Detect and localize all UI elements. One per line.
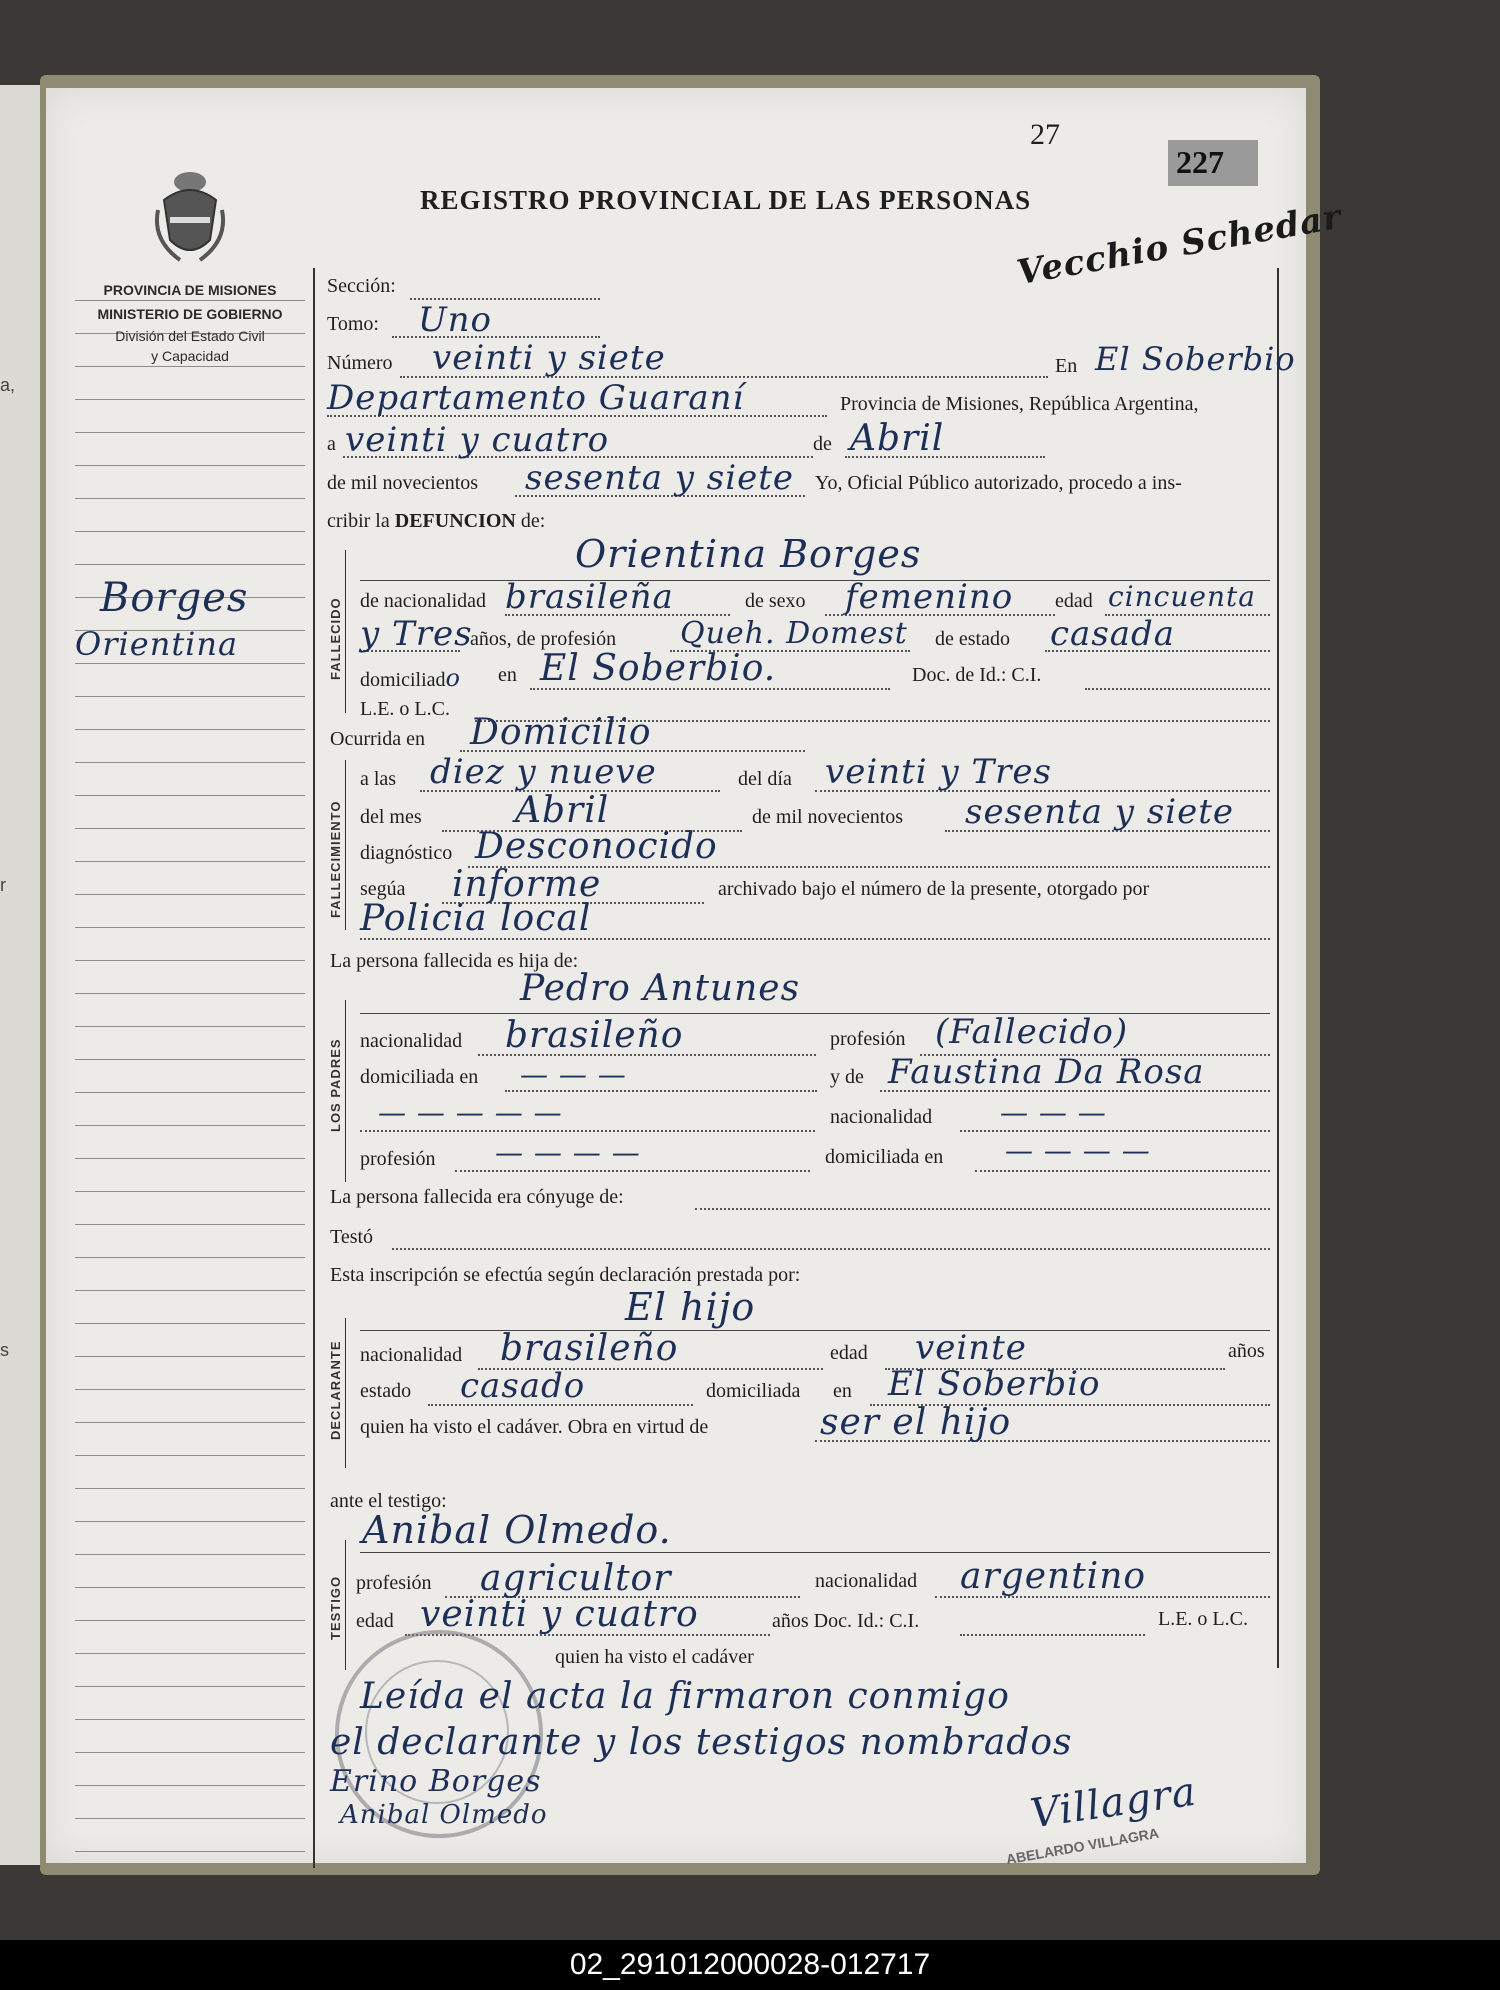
- padre-name-line: [360, 1013, 1270, 1014]
- domicilio-en-label: en: [498, 664, 517, 686]
- testigo-edad-label: edad: [356, 1610, 394, 1632]
- dia-value: veinti y Tres: [825, 752, 1052, 792]
- ministry-line: PROVINCIA DE MISIONES: [103, 282, 277, 298]
- margin-ruled-line: [75, 696, 305, 697]
- margin-ruled-line: [75, 498, 305, 499]
- en-value: El Soberbio: [1095, 340, 1296, 378]
- fallecido-nacionalidad: brasileña: [505, 577, 674, 617]
- inscribir-text: cribir la: [327, 510, 390, 532]
- padre-domiciliada: — — —: [520, 1058, 627, 1091]
- ministry-line: MINISTERIO DE GOBIERNO: [97, 306, 283, 322]
- anio-value: sesenta y siete: [525, 458, 795, 498]
- declarante-name-line: [360, 1330, 1270, 1331]
- y-de-label: y de: [830, 1066, 864, 1088]
- margin-ruled-line: [75, 1587, 305, 1588]
- division-line: División del Estado Civil: [115, 328, 265, 344]
- closing-line-2: el declarante y los testigos nombrados: [330, 1722, 1073, 1763]
- testigo-nombre: Anibal Olmedo.: [362, 1508, 672, 1552]
- declarante-quien-text: quien ha visto el cadáver. Obra en virtud de: [360, 1416, 709, 1438]
- padres-blank-value: — — — — —: [378, 1096, 563, 1129]
- mes-value: Abril: [515, 790, 610, 831]
- edad-label: edad: [1055, 590, 1093, 612]
- official-name-stamp: ABELARDO VILLAGRA: [1004, 1824, 1160, 1868]
- ocurrida-value: Domicilio: [470, 712, 652, 753]
- margin-ruled-line: [75, 762, 305, 763]
- declarante-domicilio: El Soberbio: [888, 1364, 1101, 1404]
- margin-ruled-line: [75, 1554, 305, 1555]
- domicilio-value: El Soberbio.: [540, 648, 777, 689]
- diagnostico-value: Desconocido: [475, 826, 718, 867]
- margin-ruled-line: [75, 1290, 305, 1291]
- official-signature: Villagra: [1027, 1768, 1200, 1838]
- padres-section-label: LOS PADRES: [328, 1038, 343, 1132]
- prev-page-mark: a,: [0, 375, 16, 395]
- testigo-section-border: [345, 1540, 346, 1670]
- declarante-section-label: DECLARANTE: [328, 1340, 343, 1440]
- margin-ruled-line: [75, 366, 305, 367]
- numero-label: Número: [327, 352, 393, 374]
- padres-profesion2: — — — —: [495, 1136, 641, 1169]
- margin-ruled-line: [75, 1026, 305, 1027]
- margin-ruled-line: [75, 1785, 305, 1786]
- declarante-section-border: [345, 1318, 346, 1468]
- de-mil-label: de mil novecientos: [327, 472, 479, 494]
- margin-ruled-line: [75, 465, 305, 466]
- numero-value: veinti y siete: [432, 338, 666, 378]
- a-label: a: [327, 433, 336, 455]
- margin-ruled-line: [75, 894, 305, 895]
- fallecido-section-label: FALLECIDO: [328, 597, 343, 680]
- hija-de-text: La persona fallecida es hija de:: [330, 950, 579, 972]
- padres-profesion2-line: [455, 1170, 810, 1172]
- segun-value: informe: [452, 864, 602, 905]
- edad-value-1: cincuenta: [1108, 580, 1256, 613]
- testigo-signature: Anibal Olmedo: [340, 1800, 548, 1830]
- fallecimiento-section-label: FALLECIMIENTO: [328, 800, 343, 918]
- archivado-text: archivado bajo el número de la presente, otorgado por: [718, 878, 1150, 900]
- de-label: de: [813, 433, 832, 455]
- declarante-anios-label: años: [1228, 1340, 1265, 1362]
- testigo-edad: veinti y cuatro: [420, 1594, 699, 1635]
- padres-profesion2-label: profesión: [360, 1148, 436, 1170]
- prev-page-mark: s: [0, 1340, 9, 1360]
- ante-testigo-text: ante el testigo:: [330, 1490, 447, 1512]
- top-signature: Vecchio Schedar: [1014, 196, 1345, 294]
- anios-profesion-label: años, de profesión: [470, 628, 617, 650]
- en-label: En: [1055, 355, 1078, 377]
- margin-ruled-line: [75, 1488, 305, 1489]
- anio-value-2: sesenta y siete: [965, 792, 1235, 832]
- margin-ruled-line: [75, 1719, 305, 1720]
- form-right-border: [1277, 268, 1279, 1668]
- declarante-estado: casado: [460, 1366, 586, 1406]
- padre-value: Pedro Antunes: [520, 968, 801, 1009]
- margin-ruled-line: [75, 531, 305, 532]
- margin-name-given: Orientina: [75, 625, 239, 663]
- sexo-value: femenino: [845, 577, 1014, 617]
- folio-box: [1168, 140, 1258, 186]
- doc-id-label: Doc. de Id.: C.I.: [912, 664, 1042, 686]
- margin-ruled-line: [75, 1125, 305, 1126]
- declarante-nombre: El hijo: [625, 1285, 756, 1329]
- margin-ruled-line: [75, 1455, 305, 1456]
- prev-page-mark: r: [0, 875, 6, 895]
- testigo-nacionalidad: argentino: [960, 1556, 1147, 1597]
- margin-ruled-line: [75, 1158, 305, 1159]
- estado-label: de estado: [935, 628, 1010, 650]
- hora-value: diez y nueve: [430, 752, 657, 792]
- margin-ruled-line: [75, 1389, 305, 1390]
- ministry-block: [60, 278, 320, 366]
- mes-value: Abril: [850, 418, 945, 459]
- fallecido-section-border: [345, 550, 346, 713]
- margin-ruled-line: [75, 399, 305, 400]
- de-mil-label-2: de mil novecientos: [752, 806, 904, 828]
- otorgado-value: Policia local: [360, 898, 592, 939]
- declarante-estado-label: estado: [360, 1380, 412, 1402]
- conyuge-line: [695, 1208, 1270, 1210]
- inscribir-row: [327, 510, 545, 533]
- profesion-value: Queh. Domest: [680, 616, 908, 651]
- fallecido-nacionalidad-label: de nacionalidad: [360, 590, 487, 612]
- file-id-label: 02_291012000028-012717: [569, 1948, 931, 1981]
- domicilio-suffix: o: [445, 664, 461, 692]
- margin-ruled-line: [75, 1653, 305, 1654]
- domicilio-label: [360, 664, 461, 692]
- margin-ruled-line: [75, 663, 305, 664]
- padre-nacionalidad-label: nacionalidad: [360, 1030, 463, 1052]
- padre-profesion-label: profesión: [830, 1028, 906, 1050]
- testo-line: [392, 1248, 1270, 1250]
- declarante-en-label: en: [833, 1380, 852, 1402]
- madre-value: Faustina Da Rosa: [888, 1052, 1205, 1092]
- fallecido-nombre: Orientina Borges: [575, 532, 922, 576]
- dia-value: veinti y cuatro: [345, 420, 610, 460]
- margin-ruled-line: [75, 1752, 305, 1753]
- madre-domiciliada-label: domiciliada en: [825, 1146, 944, 1168]
- doc-id-line: [1085, 688, 1270, 690]
- margin-ruled-line: [75, 1521, 305, 1522]
- coat-of-arms-icon: [150, 160, 230, 270]
- testigo-quien-text: quien ha visto el cadáver: [555, 1646, 754, 1668]
- previous-page-edge: [0, 85, 44, 1865]
- declarante-nacionalidad-label: nacionalidad: [360, 1344, 463, 1366]
- margin-ruled-line: [75, 1191, 305, 1192]
- domicilio-label-text: domiciliad: [360, 669, 446, 691]
- del-dia-label: del día: [738, 768, 792, 790]
- declarante-virtud: ser el hijo: [820, 1402, 1012, 1443]
- margin-ruled-line: [75, 1686, 305, 1687]
- margin-name-surname: Borges: [100, 575, 249, 621]
- sexo-label: de sexo: [745, 590, 806, 612]
- margin-ruled-line: [75, 927, 305, 928]
- testigo-nacionalidad-label: nacionalidad: [815, 1570, 918, 1592]
- margin-ruled-line: [75, 1422, 305, 1423]
- margin-ruled-line: [75, 432, 305, 433]
- margin-ruled-line: [75, 1323, 305, 1324]
- seccion-label: Sección:: [327, 275, 396, 297]
- margin-ruled-line: [75, 795, 305, 796]
- division-line: y Capacidad: [151, 348, 229, 364]
- margin-ruled-line: [75, 1818, 305, 1819]
- form-left-border: [313, 268, 315, 1868]
- padres-section-border: [345, 1000, 346, 1182]
- conyuge-text: La persona fallecida era cónyuge de:: [330, 1186, 624, 1208]
- diagnostico-label: diagnóstico: [360, 842, 453, 864]
- margin-ruled-line: [75, 861, 305, 862]
- defuncion-text: DEFUNCION: [394, 510, 516, 532]
- fallecimiento-section-border: [345, 760, 346, 930]
- margin-ruled-line: [75, 1257, 305, 1258]
- del-mes-label: del mes: [360, 806, 422, 828]
- departamento-value: Departamento Guaraní: [327, 378, 745, 418]
- closing-line-1: Leída el acta la firmaron conmigo: [360, 1676, 1010, 1717]
- madre-nacionalidad: — — —: [1000, 1096, 1107, 1129]
- margin-ruled-line: [75, 1092, 305, 1093]
- inscribir-de: de:: [520, 510, 546, 532]
- provincia-text: Provincia de Misiones, República Argentina,: [840, 393, 1199, 415]
- margin-ruled-line: [75, 993, 305, 994]
- page-number: 27: [1030, 118, 1060, 151]
- tomo-label: Tomo:: [327, 313, 379, 335]
- ocurrida-label: Ocurrida en: [330, 728, 425, 750]
- margin-ruled-line: [75, 1356, 305, 1357]
- margin-ruled-line: [75, 1620, 305, 1621]
- edad-value-2: y Tres: [360, 614, 473, 654]
- madre-domiciliada-line: [975, 1170, 1270, 1172]
- margin-ruled-line: [75, 564, 305, 565]
- margin-ruled-line: [75, 1851, 305, 1852]
- declarante-edad: veinte: [915, 1328, 1027, 1368]
- declarante-domiciliada-label: domiciliada: [706, 1380, 801, 1402]
- padres-blank-line: [360, 1130, 815, 1132]
- segun-label: segúa: [360, 878, 406, 900]
- padre-nacionalidad: brasileño: [505, 1015, 684, 1056]
- folio-number: 227: [1176, 144, 1224, 180]
- testigo-section-label: TESTIGO: [328, 1575, 343, 1640]
- margin-ruled-line: [75, 828, 305, 829]
- tomo-value: Uno: [418, 300, 493, 340]
- madre-nacionalidad-line: [960, 1130, 1270, 1132]
- testigo-name-line: [360, 1552, 1270, 1553]
- margin-ruled-line: [75, 729, 305, 730]
- yo-text: Yo, Oficial Público autorizado, procedo a ins-: [815, 472, 1182, 494]
- testo-label: Testó: [330, 1226, 374, 1248]
- margin-ruled-line: [75, 1224, 305, 1225]
- declarante-nacionalidad: brasileño: [500, 1328, 679, 1369]
- le-lc-label: L.E. o L.C.: [360, 698, 450, 720]
- declarante-signature: Erino Borges: [330, 1764, 542, 1799]
- testigo-profesion-label: profesión: [356, 1572, 432, 1594]
- madre-nacionalidad-label: nacionalidad: [830, 1106, 933, 1128]
- padre-profesion: (Fallecido): [935, 1012, 1129, 1052]
- inscripcion-text: Esta inscripción se efectúa según declaración prestada por:: [330, 1264, 801, 1286]
- madre-domiciliada: — — — —: [1005, 1134, 1151, 1167]
- document-title: REGISTRO PROVINCIAL DE LAS PERSONAS: [420, 185, 1032, 215]
- testigo-anios-doc-label: años Doc. Id.: C.I.: [772, 1610, 920, 1632]
- estado-value: casada: [1050, 614, 1176, 654]
- testigo-le-lc-label: L.E. o L.C.: [1158, 1608, 1248, 1630]
- margin-ruled-line: [75, 1059, 305, 1060]
- padre-domiciliada-label: domiciliada en: [360, 1066, 479, 1088]
- declarante-edad-label: edad: [830, 1342, 868, 1364]
- a-las-label: a las: [360, 768, 397, 790]
- margin-ruled-line: [75, 960, 305, 961]
- testigo-profesion: agricultor: [480, 1558, 672, 1599]
- testigo-doc-line: [960, 1634, 1145, 1636]
